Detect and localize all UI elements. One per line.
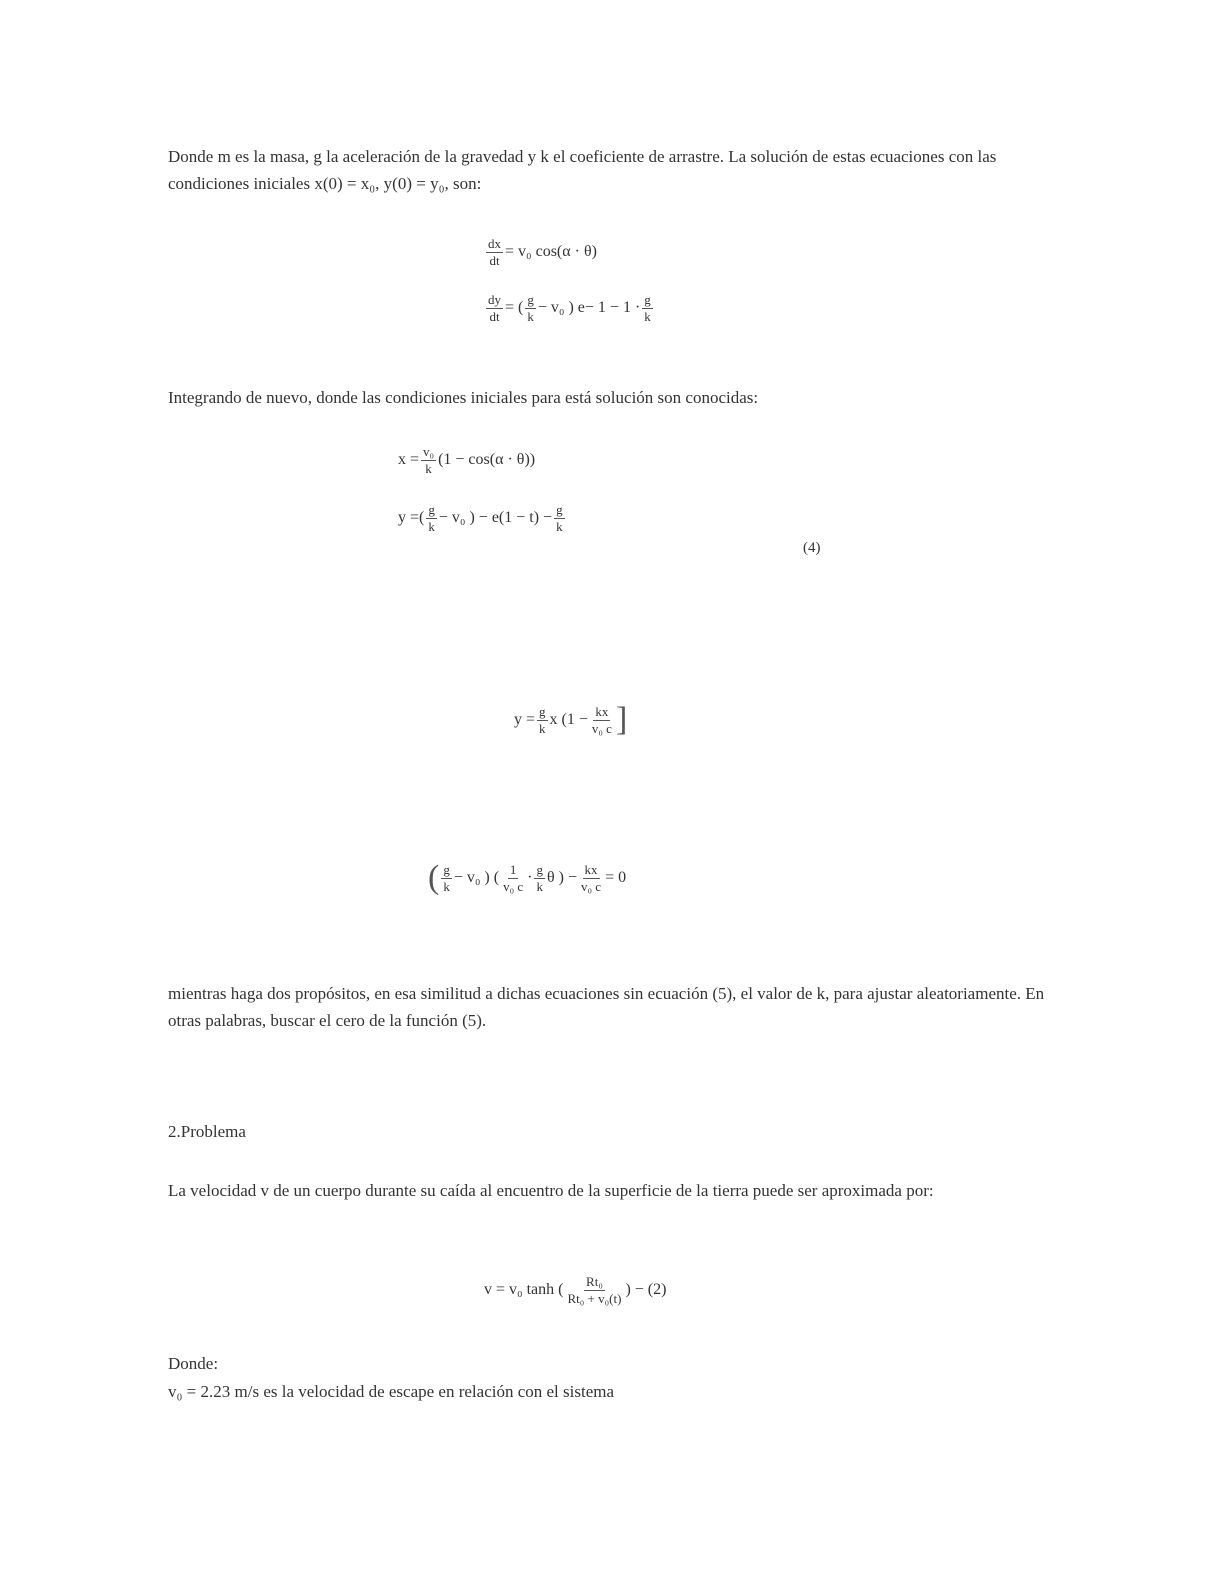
equation-block-2 (398, 440, 698, 542)
eq2-l2-mid-num: g (428, 501, 435, 517)
eq5-num: Rt₀ (586, 1273, 603, 1289)
paragraph-1: Donde m es la masa, g la aceleración de la gravedad y k el coeficiente de arrastre. La solución de estas ecuaciones con las condiciones iniciales x(0) = x₀, y(0) = y₀, son: (168, 147, 997, 193)
eq4-f1-den: k (443, 878, 450, 894)
eq2-l1-lhs: x = (398, 451, 420, 468)
paragraph-2: Integrando de nuevo, donde las condiciones iniciales para está solución son conocidas: (168, 388, 759, 407)
eq5-rhs: ) − (2) (625, 1281, 667, 1298)
eq1-l2-end-num: g (644, 291, 651, 307)
eq1-l2-mid-den: k (527, 308, 534, 324)
eq3-f1-den: k (539, 720, 546, 736)
eq2-l1-den: k (425, 460, 432, 476)
paragraph-4: La velocidad v de un cuerpo durante su caída al encuentro de la superficie de la tierra puede ser aproximada por: (168, 1181, 934, 1200)
equation-2-line-1 (398, 440, 698, 480)
eq2-l2-end-den: k (556, 518, 563, 534)
eq4-left-paren: ( (428, 859, 440, 896)
equation-3 (514, 692, 627, 748)
eq2-l1-rhs: (1 − cos(α · θ)) (438, 451, 536, 468)
equation-1-line-2 (484, 282, 744, 334)
eq2-l2-lhs: y = (398, 509, 420, 526)
eq4-f2-den: v₀ c (503, 878, 524, 894)
eq2-l2-end-num: g (556, 501, 563, 517)
paragraph-3: mientras haga dos propósitos, en esa similitud a dichas ecuaciones sin ecuación (5), el valor de k, para ajustar aleatoriamente. En otras palabras, buscar el cero de la función (5). (168, 984, 1045, 1030)
eq1-l1-num: dx (488, 235, 501, 251)
eq1-l1-rhs: = v₀ cos(α · θ) (505, 243, 597, 260)
equation-5 (484, 1262, 666, 1318)
definition-1: v₀ = 2.23 m/s es la velocidad de escape en relación con el sistema (168, 1382, 615, 1401)
eq1-l2-p2: − v₀ ) e (537, 299, 585, 316)
eq1-l2-end-den: k (644, 308, 651, 324)
eq4-p1: − v₀ ) ( (453, 869, 500, 886)
eq2-l2-p2: − v₀ ) − e (438, 509, 499, 526)
eq1-l2-p3: − 1 − 1 · (584, 299, 641, 316)
eq4-f2-num: 1 (509, 861, 517, 877)
eq3-p1: x ( (549, 711, 567, 728)
equation-block-1 (484, 228, 744, 334)
section-heading: 2.Problema (168, 1122, 246, 1141)
eq3-p2: 1 − (566, 711, 588, 728)
equation-4 (428, 850, 626, 906)
donde-label: Donde: (168, 1354, 219, 1373)
eq3-f1-num: g (539, 703, 546, 719)
eq1-l2-den: dt (489, 308, 500, 324)
eq4-f3-den: k (536, 878, 543, 894)
eq4-f1-num: g (443, 861, 450, 877)
eq1-l1-den: dt (489, 252, 500, 268)
eq1-l2-mid-num: g (527, 291, 534, 307)
eq5-den: Rt₀ + v₀(t) (567, 1290, 622, 1306)
equation-1-line-1 (484, 228, 744, 276)
eq4-f4-den: v₀ c (581, 878, 602, 894)
eq4-f3-num: g (536, 861, 543, 877)
eq2-l1-num: v₀ (423, 443, 435, 459)
eq3-right-bracket: ] (615, 701, 628, 738)
equation-number-4: (4) (803, 540, 821, 556)
eq1-l2-p1: = ( (505, 299, 524, 316)
eq4-p4: = 0 (605, 869, 627, 886)
eq2-l2-p1: ( (419, 509, 425, 526)
eq5-lhs: v = v₀ tanh ( (484, 1281, 564, 1298)
eq4-p2: · (527, 869, 533, 886)
eq3-lhs: y = (514, 711, 536, 728)
eq2-l2-p3: (1 − t) − (498, 509, 553, 526)
eq2-l2-mid-den: k (428, 518, 435, 534)
eq1-l2-num: dy (488, 291, 501, 307)
eq3-f2-den: v₀ c (591, 720, 612, 736)
eq4-p3: θ ) − (546, 869, 577, 886)
eq4-f4-num: kx (584, 861, 598, 877)
eq3-f2-num: kx (595, 703, 609, 719)
equation-2-line-2 (398, 494, 698, 542)
